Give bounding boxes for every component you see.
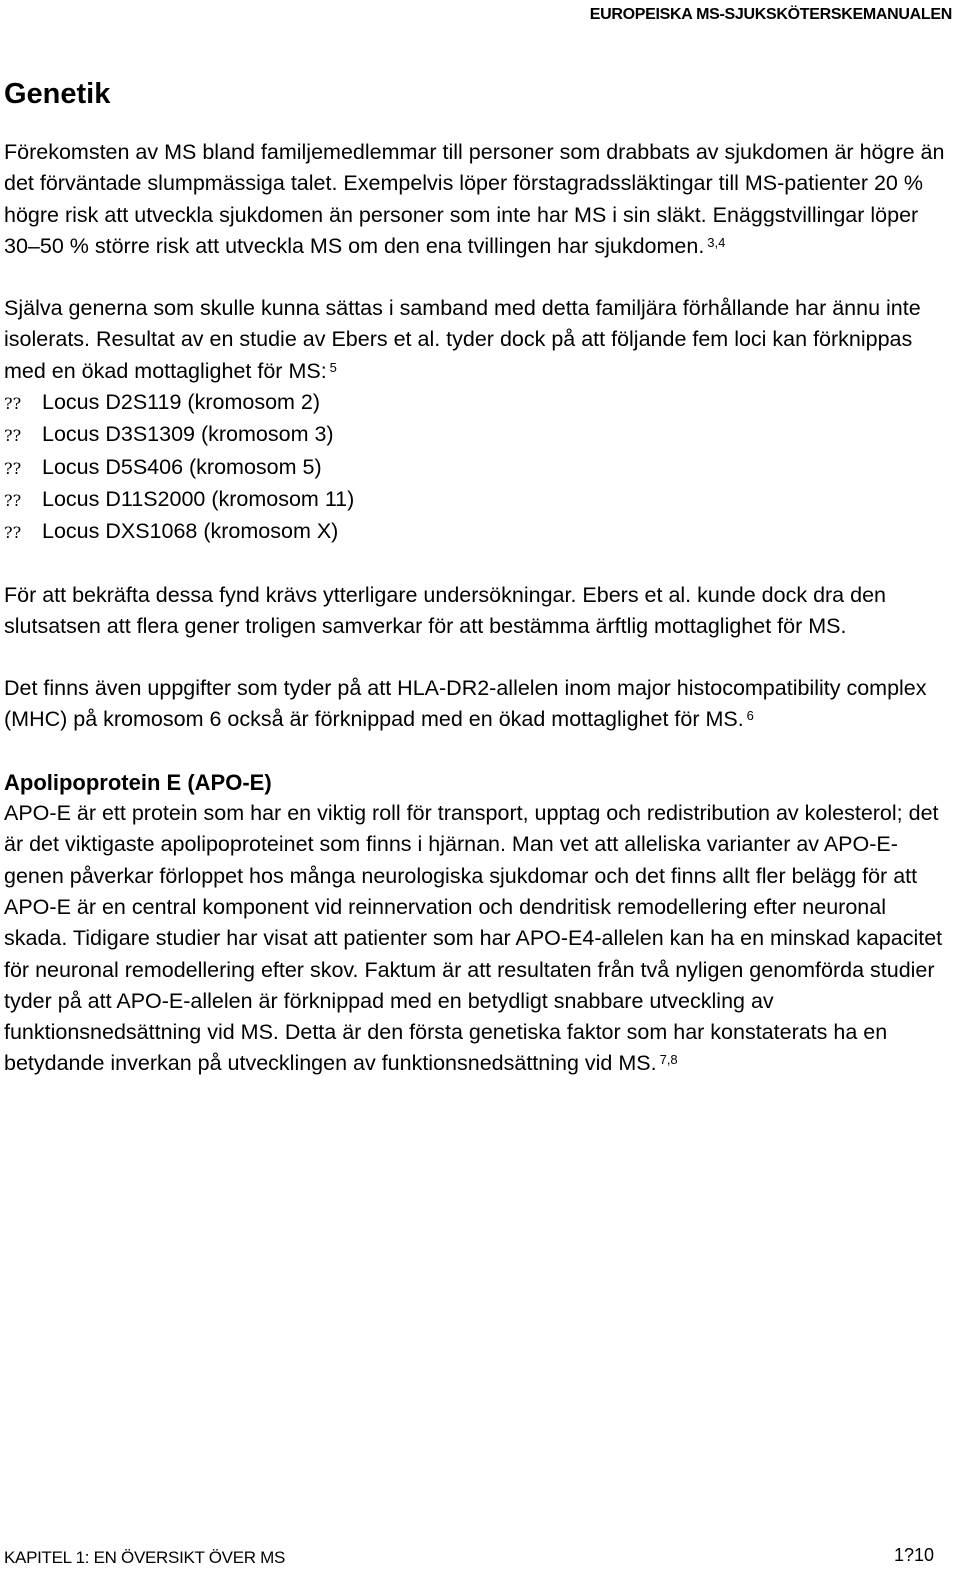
page-content bbox=[4, 78, 954, 1080]
list-item bbox=[4, 516, 954, 548]
paragraph-text: Det finns även uppgifter som tyder på att HLA-DR2-allelen inom major histocompatibility complex (MHC) på kromosom 6 också är förknippad med en ökad mottaglighet för MS. bbox=[4, 676, 927, 732]
paragraph-apoe bbox=[4, 798, 954, 1080]
bullet-glyph: ?? bbox=[4, 458, 22, 478]
subsection-title: Apolipoprotein E (APO-E) bbox=[4, 769, 272, 795]
locus-label: Locus D3S1309 (kromosom 3) bbox=[42, 422, 334, 447]
locus-label: Locus D11S2000 (kromosom 11) bbox=[42, 486, 355, 511]
paragraph-heredity bbox=[4, 137, 954, 262]
locus-label: Locus DXS1068 (kromosom X) bbox=[42, 519, 339, 544]
bullet-glyph: ?? bbox=[4, 426, 22, 446]
footer-page-number: 1?10 bbox=[893, 1545, 934, 1565]
reference-superscript: 3,4 bbox=[707, 234, 726, 250]
paragraph-genes bbox=[4, 293, 954, 387]
list-item bbox=[4, 484, 954, 516]
paragraph-text: Själva generna som skulle kunna sättas i samband med detta familjära förhållande har ännu inte isolerats. Resultat av en studie av Ebers et al. tyder dock på att följande fem loci kan förknippas med en ökad mottaglighet för MS: bbox=[4, 296, 921, 383]
bullet-glyph: ?? bbox=[4, 394, 22, 414]
reference-superscript: 7,8 bbox=[659, 1052, 678, 1068]
locus-label: Locus D2S119 (kromosom 2) bbox=[42, 390, 321, 415]
locus-label: Locus D5S406 (kromosom 5) bbox=[42, 454, 322, 479]
paragraph-text: APO-E är ett protein som har en viktig roll för transport, upptag och redistribution av kolesterol; det är det viktigaste apolipoproteinet som finns i hjärnan. Man vet att alleliska varianter av APO-E-genen påverkar förloppet hos många neurologiska sjukdomar och det finns allt fler belägg för att APO-E är en central komponent vid reinnervation och dendritisk remodellering efter neuronal skada. Tidigare studier har visat att patienter som har APO-E4-allelen kan ha en minskad kapacitet för neuronal remodellering efter skov. Faktum är att resultaten från två nyligen genomförda studier tyder på att APO-E-allelen är förknippad med en betydligt snabbare utveckling av funktionsnedsättning vid MS. Detta är den första genetiska faktor som har konstaterats ha en betydande inverkan på utvecklingen av funktionsnedsättning vid MS. bbox=[4, 801, 943, 1076]
loci-list bbox=[4, 387, 954, 548]
list-item bbox=[4, 419, 954, 451]
reference-superscript: 6 bbox=[746, 708, 754, 724]
bullet-glyph: ?? bbox=[4, 490, 22, 510]
running-header: EUROPEISKA MS-SJUKSKÖTERSKEMANUALEN bbox=[589, 6, 952, 23]
section-title: Genetik bbox=[4, 78, 111, 110]
list-item bbox=[4, 452, 954, 484]
paragraph-confirmation: För att bekräfta dessa fynd krävs ytterligare undersökningar. Ebers et al. kunde dock dra den slutsatsen att flera gener troligen samverkar för att bestämma ärftlig mottaglighet för MS. bbox=[4, 582, 886, 638]
bullet-glyph: ?? bbox=[4, 523, 22, 543]
paragraph-text: Förekomsten av MS bland familjemedlemmar till personer som drabbats av sjukdomen är högre än det förväntade slumpmässiga talet. Exempelvis löper förstagradssläktingar till MS-patienter 20 % högre risk att utveckla sjukdomen än personer som inte har MS i sin släkt. Enäggstvillingar löper 30–50 % större risk att utveckla MS om den ena tvillingen har sjukdomen. bbox=[4, 140, 945, 258]
footer-chapter: KAPITEL 1: EN ÖVERSIKT ÖVER MS bbox=[4, 1548, 286, 1567]
paragraph-hla bbox=[4, 673, 954, 736]
reference-superscript: 5 bbox=[329, 359, 337, 375]
list-item bbox=[4, 387, 954, 419]
